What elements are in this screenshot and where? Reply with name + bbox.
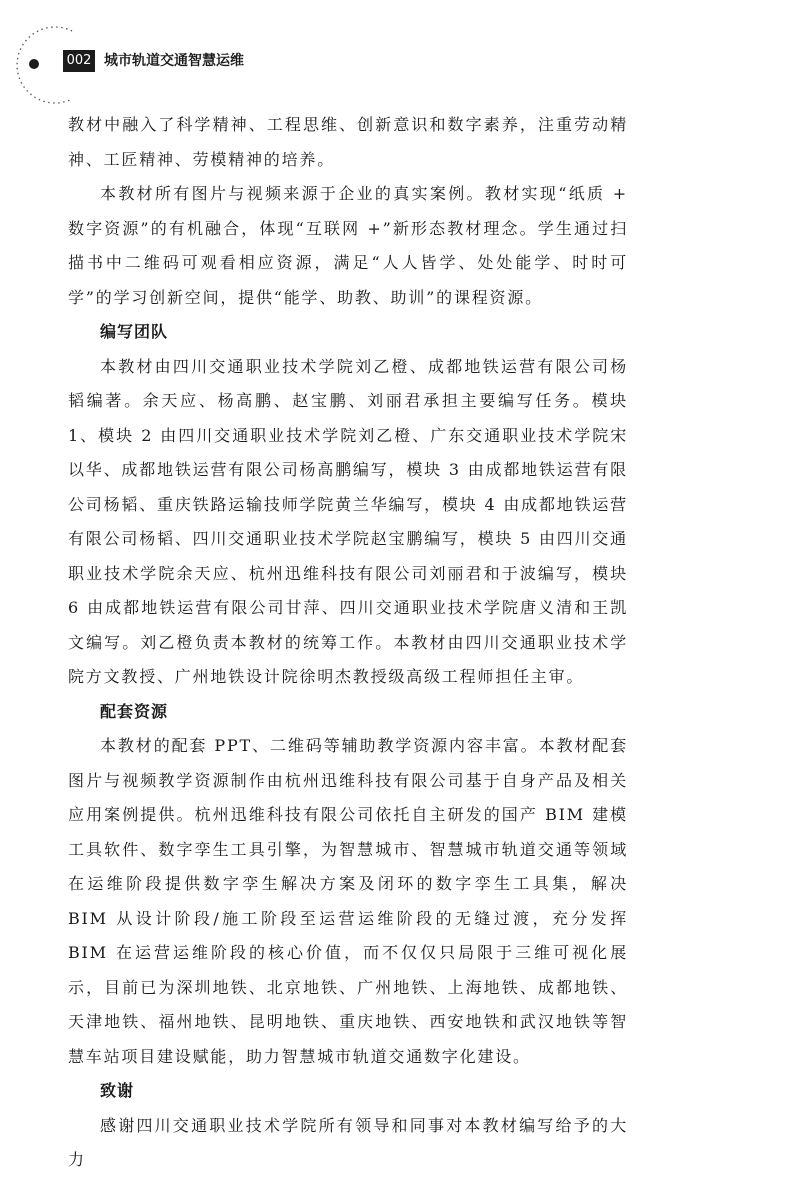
running-title: 城市轨道交通智慧运维	[104, 53, 244, 69]
paragraph-acknowledgements: 感谢四川交通职业技术学院所有领导和同事对本教材编写给予的大力	[68, 1115, 628, 1169]
page-body	[68, 108, 628, 1178]
section-heading-team: 编写团队	[100, 322, 169, 341]
page-header	[0, 0, 790, 110]
paragraph-team: 本教材由四川交通职业技术学院刘乙橙、成都地铁运营有限公司杨韬编著。余天应、杨高鹏、赵宝鹏、刘丽君承担主要编写任务。模块 1、模块 2 由四川交通职业技术学院刘乙橙、广东交通职业技术学院宋以华、成都地铁运营有限公司杨高鹏编写，模块 3 由成都地铁运营有限公司杨韬、重庆铁路运输技师学院黄兰华编写，模块 4 由成都地铁运营有限公司杨韬、四川交通职业技术学院赵宝鹏编写，模块 5 由四川交通职业技术学院余天应、杭州迅维科技有限公司刘丽君和于波编写，模块 6 由成都地铁运营有限公司甘萍、四川交通职业技术学院唐义清和王凯文编写。刘乙橙负责本教材的统筹工作。本教材由四川交通职业技术学院方文教授、广州地铁设计院徐明杰教授级高级工程师担任主审。	[68, 356, 628, 686]
paragraph-continued: 教材中融入了科学精神、工程思维、创新意识和数字素养，注重劳动精神、工匠精神、劳模精神的培养。	[68, 115, 628, 169]
section-heading-acknowledgements: 致谢	[100, 1081, 135, 1100]
section-heading-resources: 配套资源	[100, 701, 169, 721]
paragraph-resources: 本教材的配套 PPT、二维码等辅助教学资源内容丰富。本教材配套图片与视频教学资源制作由杭州迅维科技有限公司基于自身产品及相关应用案例提供。杭州迅维科技有限公司依托自主研发的国产 BIM 建模工具软件、数字孪生工具引擎，为智慧城市、智慧城市轨道交通等领域在运维阶段提供数字孪生解决方案及闭环的数字孪生工具集，解决 BIM 从设计阶段/施工阶段至运营运维阶段的无缝过渡，充分发挥 BIM 在运营运维阶段的核心价值，而不仅仅只局限于三维可视化展示，目前已为深圳地铁、北京地铁、广州地铁、上海地铁、成都地铁、天津地铁、福州地铁、昆明地铁、重庆地铁、西安地铁和武汉地铁等智慧车站项目建设赋能，助力智慧城市轨道交通数字化建设。	[68, 736, 628, 1066]
paragraph-resources-intro: 本教材所有图片与视频来源于企业的真实案例。教材实现“纸质 + 数字资源”的有机融合，体现“互联网 +”新形态教材理念。学生通过扫描书中二维码可观看相应资源，满足“人人皆学、处处能学、时时可学”的学习创新空间，提供“能学、助教、助训”的课程资源。	[68, 184, 628, 307]
page-number: 002	[63, 50, 95, 72]
